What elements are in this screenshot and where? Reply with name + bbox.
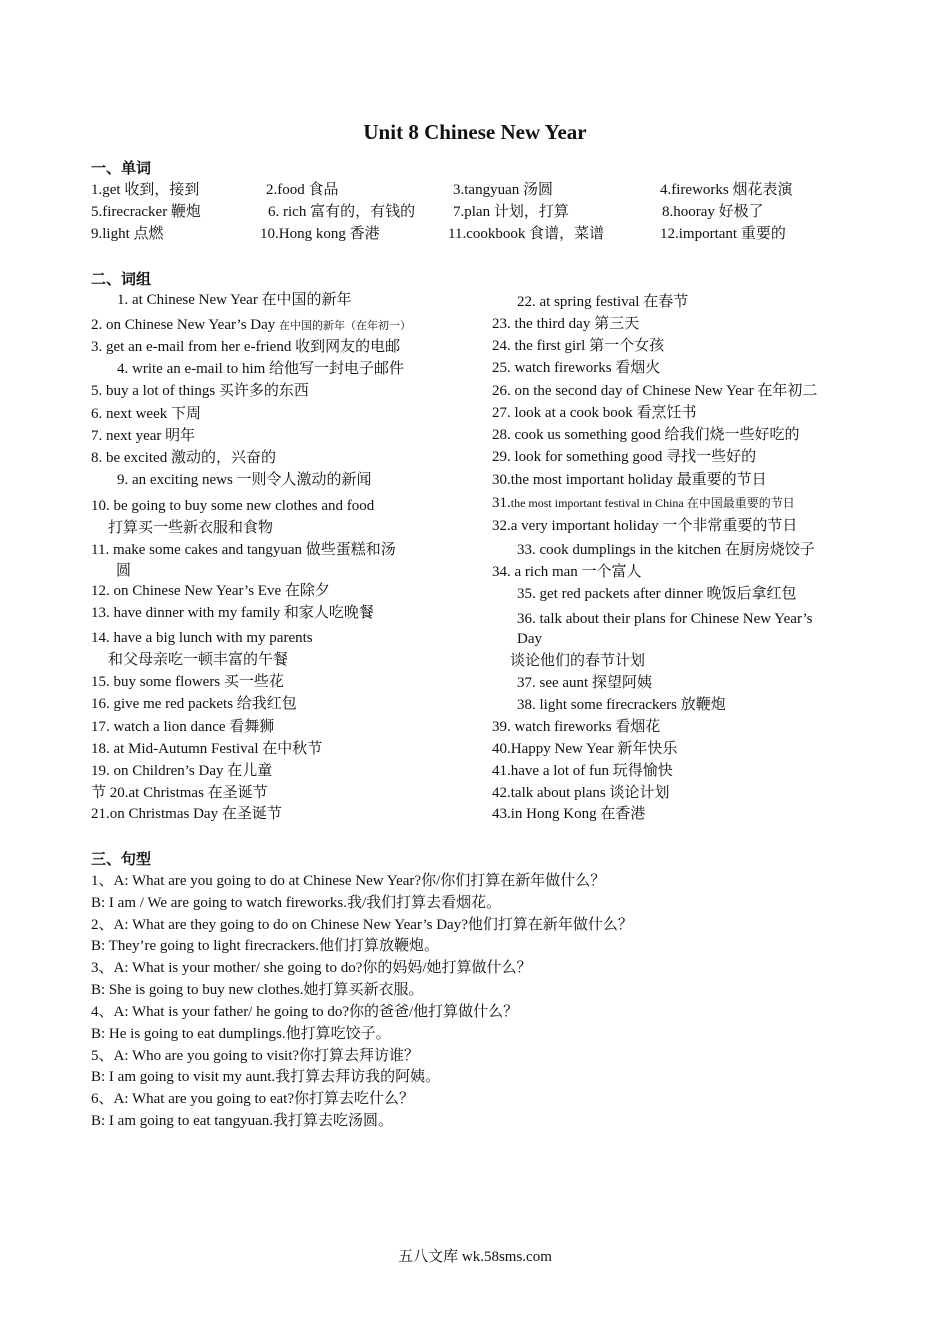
phrase-item-continued: Day: [517, 631, 542, 647]
phrase-item: 39. watch fireworks 看烟花: [492, 719, 661, 735]
phrase-item-translation: 打算买一些新衣服和食物: [108, 520, 274, 536]
phrase-item: 32.a very important holiday 一个非常重要的节日: [492, 518, 798, 534]
sentence-line: 1、A: What are you going to do at Chinese New Year?你/你们打算在新年做什么？: [91, 873, 606, 889]
word-item: 5.firecracker 鞭炮: [91, 204, 201, 220]
word-item: 11.cookbook 食谱，菜谱: [448, 226, 605, 242]
phrase-item: 4. write an e-mail to him 给他写一封电子邮件: [117, 361, 405, 377]
phrase-item: 38. light some firecrackers 放鞭炮: [517, 697, 726, 713]
phrase-item: 41.have a lot of fun 玩得愉快: [492, 763, 673, 779]
sentence-line: 5、A: Who are you going to visit?你打算去拜访谁？: [91, 1048, 420, 1064]
sentence-line: B: She is going to buy new clothes.她打算买新衣服。: [91, 982, 424, 998]
sentence-line: 4、A: What is your father/ he going to do?你的爸爸/他打算做什么？: [91, 1004, 519, 1020]
sentence-line: B: I am going to eat tangyuan.我打算去吃汤圆。: [91, 1113, 394, 1129]
phrase-item: 2. on Chinese New Year’s Day 在中国的新年（在年初一）: [91, 317, 412, 333]
word-item: 8.hooray 好极了: [662, 204, 764, 220]
phrase-item: 6. next week 下周: [91, 406, 201, 422]
phrase-item: 34. a rich man 一个富人: [492, 564, 642, 580]
footer-source: 五八文库 wk.58sms.com: [398, 1249, 552, 1265]
phrase-item: 33. cook dumplings in the kitchen 在厨房烧饺子: [517, 542, 815, 558]
phrase-item: 30.the most important holiday 最重要的节日: [492, 472, 767, 488]
phrase-item: 14. have a big lunch with my parents: [91, 630, 313, 646]
sentence-line: B: He is going to eat dumplings.他打算吃饺子。: [91, 1026, 391, 1042]
phrase-item: 42.talk about plans 谈论计划: [492, 785, 670, 801]
phrase-item: 37. see aunt 探望阿姨: [517, 675, 652, 691]
phrase-item: 27. look at a cook book 看烹饪书: [492, 405, 697, 421]
section-heading-phrases: 二、词组: [91, 272, 152, 288]
phrase-item: 21.on Christmas Day 在圣诞节: [91, 806, 282, 822]
phrase-item: 5. buy a lot of things 买许多的东西: [91, 383, 309, 399]
phrase-item: 11. make some cakes and tangyuan 做些蛋糕和汤: [91, 542, 396, 558]
phrase-item: 28. cook us something good 给我们烧一些好吃的: [492, 427, 800, 443]
phrase-item: 17. watch a lion dance 看舞狮: [91, 719, 275, 735]
word-item: 7.plan 计划，打算: [453, 204, 569, 220]
phrase-item: 10. be going to buy some new clothes and food: [91, 498, 375, 514]
phrase-item: 22. at spring festival 在春节: [517, 294, 689, 310]
section-heading-sentences: 三、句型: [91, 852, 152, 868]
phrase-item-translation: 和父母亲吃一顿丰富的午餐: [108, 652, 289, 668]
phrase-item: 35. get red packets after dinner 晚饭后拿红包: [517, 586, 797, 602]
word-item: 1.get 收到，接到: [91, 182, 200, 198]
phrase-item: 节 20.at Christmas 在圣诞节: [91, 785, 268, 801]
phrase-item: 40.Happy New Year 新年快乐: [492, 741, 678, 757]
word-item: 3.tangyuan 汤圆: [453, 182, 553, 198]
phrase-item: 18. at Mid-Autumn Festival 在中秋节: [91, 741, 323, 757]
phrase-item: 36. talk about their plans for Chinese New Year’s: [517, 611, 813, 627]
sentence-line: 3、A: What is your mother/ she going to do?你的妈妈/她打算做什么？: [91, 960, 532, 976]
phrase-item: 3. get an e-mail from her e-friend 收到网友的电邮: [91, 339, 401, 355]
phrase-item-translation: 谈论他们的春节计划: [510, 653, 646, 669]
phrase-item: 12. on Chinese New Year’s Eve 在除夕: [91, 583, 330, 599]
phrase-item: 24. the first girl 第一个女孩: [492, 338, 665, 354]
word-item: 10.Hong kong 香港: [260, 226, 380, 242]
phrase-item: 1. at Chinese New Year 在中国的新年: [117, 292, 352, 308]
page-title: Unit 8 Chinese New Year: [363, 120, 587, 144]
word-item: 4.fireworks 烟花表演: [660, 182, 793, 198]
section-heading-words: 一、单词: [91, 161, 152, 177]
phrase-item-translation: 圆: [116, 563, 132, 579]
sentence-line: 2、A: What are they going to do on Chinese New Year’s Day?他们打算在新年做什么？: [91, 917, 633, 933]
phrase-item: 9. an exciting news 一则令人激动的新闻: [117, 472, 372, 488]
phrase-item: 7. next year 明年: [91, 428, 196, 444]
sentence-line: B: They’re going to light firecrackers.他们打算放鞭炮。: [91, 938, 439, 954]
sentence-line: B: I am going to visit my aunt.我打算去拜访我的阿姨。: [91, 1069, 441, 1085]
phrase-item: 43.in Hong Kong 在香港: [492, 806, 646, 822]
word-item: 12.important 重要的: [660, 226, 786, 242]
sentence-line: B: I am / We are going to watch fireworks.我/我们打算去看烟花。: [91, 895, 502, 911]
word-item: 2.food 食品: [266, 182, 339, 198]
phrase-item: 29. look for something good 寻找一些好的: [492, 449, 757, 465]
phrase-item: 26. on the second day of Chinese New Year 在年初二: [492, 383, 818, 399]
phrase-item: 31.the most important festival in China 在中国最重要的节日: [492, 495, 795, 511]
phrase-item: 23. the third day 第三天: [492, 316, 640, 332]
phrase-item: 25. watch fireworks 看烟火: [492, 360, 661, 376]
phrase-item: 16. give me red packets 给我红包: [91, 696, 297, 712]
phrase-item: 15. buy some flowers 买一些花: [91, 674, 284, 690]
phrase-item: 13. have dinner with my family 和家人吃晚餐: [91, 605, 374, 621]
phrase-item: 19. on Children’s Day 在儿童: [91, 763, 273, 779]
word-item: 6. rich 富有的，有钱的: [268, 204, 416, 220]
sentence-line: 6、A: What are you going to eat?你打算去吃什么？: [91, 1091, 414, 1107]
word-item: 9.light 点燃: [91, 226, 164, 242]
phrase-item: 8. be excited 激动的，兴奋的: [91, 450, 276, 466]
